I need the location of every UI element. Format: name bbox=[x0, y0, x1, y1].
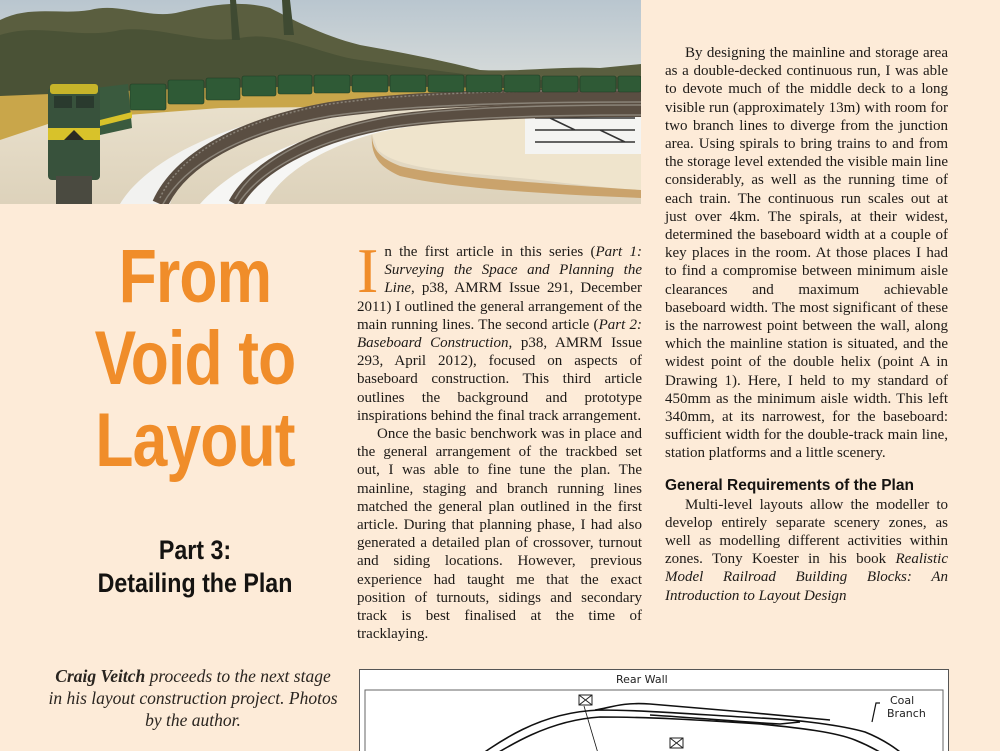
author-name: Craig Veitch bbox=[55, 666, 146, 686]
reference-part1: Part 1: Surveying the Space and Planning the Line bbox=[384, 244, 642, 297]
coal-branch-label-1: Coal bbox=[890, 694, 915, 707]
body-column-3 bbox=[665, 44, 948, 605]
book-title: Realistic Model Railroad Building Blocks: An Introduction to Layout Design bbox=[665, 551, 948, 604]
standfirst bbox=[48, 665, 338, 731]
paragraph-intro bbox=[357, 235, 643, 425]
text-run: Multi-level layouts allow the modeller to develop entirely separate scenery zones, as well as modelling different activities within zones. Tony Koester in his book bbox=[665, 496, 948, 568]
body-column-2 bbox=[357, 235, 643, 643]
text-run: , p38, AMRM Issue 291, December 2011) I outlined the general arrangement of the main running lines. The second article ( bbox=[357, 280, 642, 333]
subtitle-line-2: Detailing the Plan bbox=[97, 568, 293, 598]
track-plan-drawing bbox=[359, 669, 949, 751]
title-line-3: Layout bbox=[95, 398, 295, 483]
lead-photo bbox=[0, 0, 641, 204]
paragraph-requirements bbox=[665, 496, 948, 605]
paragraph-double-deck: By designing the mainline and storage area as a double-decked continuous run, I was able to devote much of the middle deck to a long visible run (approximately 13m) with room for two branch lines to diverge from the junction area. Using spirals to bring trains to and from the storage level extended the visible main line considerably, as well as the running time of each train. The continuous run scales out at just over 4km. The spirals, at their widest, determined the baseboard width at a couple of key places in the room. At those places I had to find a compromise between minimum aisle clearances and maximum achievable baseboard width. The most significant of these is the narrowest point between the wall, along which the mainline station is situated, and the widest point of the double helix (point A in Drawing 1). Here, I held to my standard of 450mm as the minimum aisle width. This left 340mm, at its narrowest, for the baseboard: sufficient width for the double-track main line, station platforms and a little scenery. bbox=[665, 45, 948, 462]
title-line-2: Void to bbox=[94, 316, 296, 401]
structure-marker-icon bbox=[579, 695, 683, 748]
subtitle-line-1: Part 3: bbox=[158, 535, 232, 565]
section-heading: General Requirements of the Plan bbox=[665, 476, 914, 494]
reference-part2: Part 2: Baseboard Construction bbox=[357, 316, 642, 352]
standfirst-text: proceeds to the next stage in his layout construction project. Photos by the author. bbox=[48, 666, 338, 730]
drop-cap: I bbox=[357, 235, 379, 306]
rear-wall-label: Rear Wall bbox=[616, 673, 668, 686]
title-line-1: From bbox=[118, 234, 272, 319]
article-subtitle bbox=[62, 534, 329, 600]
track-plan-svg bbox=[360, 670, 948, 751]
train-layout-photo bbox=[0, 0, 641, 204]
title-block bbox=[40, 236, 350, 600]
article-title bbox=[68, 236, 322, 482]
track-lines bbox=[460, 704, 920, 751]
text-run: n the first article in this series ( bbox=[384, 244, 596, 260]
coal-branch-label-2: Branch bbox=[887, 707, 926, 720]
text-run: , p38, AMRM Issue 293, April 2012), focused on aspects of baseboard construction. This third article outlines the background and prototype inspirations behind the final track arrangement. bbox=[357, 335, 643, 424]
paragraph-benchwork: Once the basic benchwork was in place and the general arrangement of the trackbed set out, I was able to fine tune the plan. The mainline, staging and branch running lines matched the general plan outlined in the first article. During that planning phase, I had also generated a detailed plan of crossover, turnout and siding locations. However, previous experience had taught me that the exact position of turnouts, sidings and secondary track is best finalised at the time of tracklaying. bbox=[357, 426, 642, 643]
